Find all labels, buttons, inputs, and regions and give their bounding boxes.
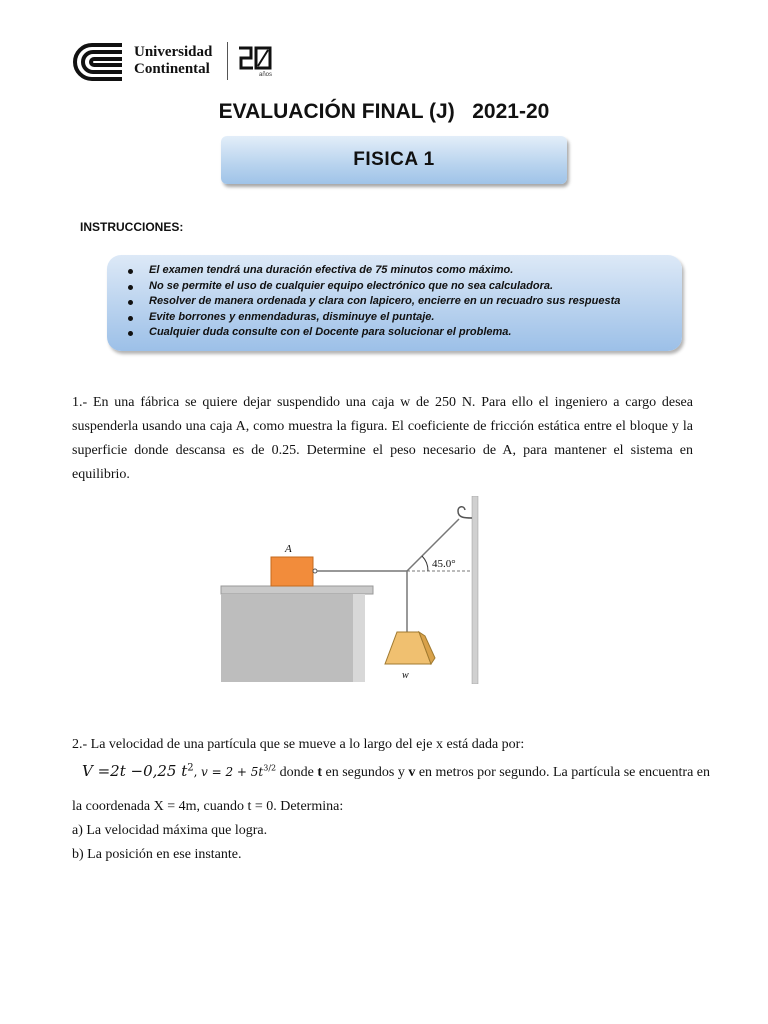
formula-v2-exponent: 3/2 <box>263 763 277 773</box>
hook-icon <box>458 507 472 518</box>
instructions-heading: INSTRUCCIONES: <box>80 220 184 234</box>
bold-t: t <box>317 765 322 780</box>
instruction-item: Evite borrones y enmendaduras, disminuye el puntaje. <box>125 310 620 326</box>
university-name-line2: Continental <box>134 61 210 77</box>
university-name-line1: Universidad <box>134 44 213 60</box>
anniversary-20-icon <box>237 44 273 72</box>
wall <box>472 496 478 684</box>
problem-2-intro: 2.- La velocidad de una partícula que se mueve a lo largo del eje x está dada por: <box>72 737 525 752</box>
problem-2-part-b: b) La posición en ese instante. <box>72 847 242 862</box>
problem-1-figure <box>219 496 484 684</box>
exam-title: EVALUACIÓN FINAL (J) 2021-20 <box>218 100 550 123</box>
course-title-box <box>221 136 567 184</box>
anniversary-label: años <box>259 72 273 78</box>
logo-divider <box>227 42 228 80</box>
weight-label: w <box>402 670 409 681</box>
pulley-system-diagram <box>219 496 484 684</box>
problem-2-part-a: a) La velocidad máxima que logra. <box>72 823 268 838</box>
university-logo <box>72 42 282 82</box>
instruction-item: No se permite el uso de cualquier equipo electrónico que no sea calculadora. <box>125 279 620 295</box>
continental-logo-icon <box>72 42 128 82</box>
formula-separator: , <box>193 765 198 779</box>
block-a-label: A <box>285 543 292 555</box>
table-leg <box>353 594 365 682</box>
formula-v1: V =2t −0,25 t <box>82 762 188 780</box>
problem-1-text: 1.- En una fábrica se quiere dejar suspendido una caja w de 250 N. Para ello el ingeniero a cargo desea suspenderla usando una caja A, como muestra la figura. El coeficiente de fricción estática entre el bloque y la superficie donde descansa es de 0.25. Determine el peso necesario de A, para mantener el sistema en equilibrio. <box>72 395 693 482</box>
angle-label: 45.0° <box>432 558 456 570</box>
rope-knot <box>313 569 317 573</box>
angle-arc <box>422 556 428 571</box>
formula-text-2: en segundos y <box>322 765 409 780</box>
instruction-item: El examen tendrá una duración efectiva de 75 minutos como máximo. <box>125 263 620 279</box>
instruction-item: Cualquier duda consulte con el Docente para solucionar el problema. <box>125 325 620 341</box>
instruction-item: Resolver de manera ordenada y clara con lapicero, encierre en un recuadro sus respuesta <box>125 294 620 310</box>
bold-v: v <box>408 765 416 780</box>
problem-2-line2: la coordenada X = 4m, cuando t = 0. Determina: <box>72 799 344 814</box>
formula-text-3: en metros por segundo. La partícula se encuentra en <box>415 765 710 780</box>
table-top <box>221 586 373 594</box>
formula-text-1: donde <box>276 765 318 780</box>
university-name <box>134 44 212 78</box>
problem-2-body <box>72 795 343 867</box>
course-title: FISICA 1 <box>353 149 435 170</box>
block-a <box>271 557 313 586</box>
instructions-list <box>125 263 620 341</box>
problem-1 <box>72 391 693 487</box>
formula-v2: v = 2 + 5t <box>200 765 264 779</box>
formula-v1-exponent: 2 <box>187 762 194 774</box>
table-front <box>221 594 361 682</box>
instructions-box <box>107 255 682 351</box>
problem-2-formula-line <box>72 762 710 781</box>
